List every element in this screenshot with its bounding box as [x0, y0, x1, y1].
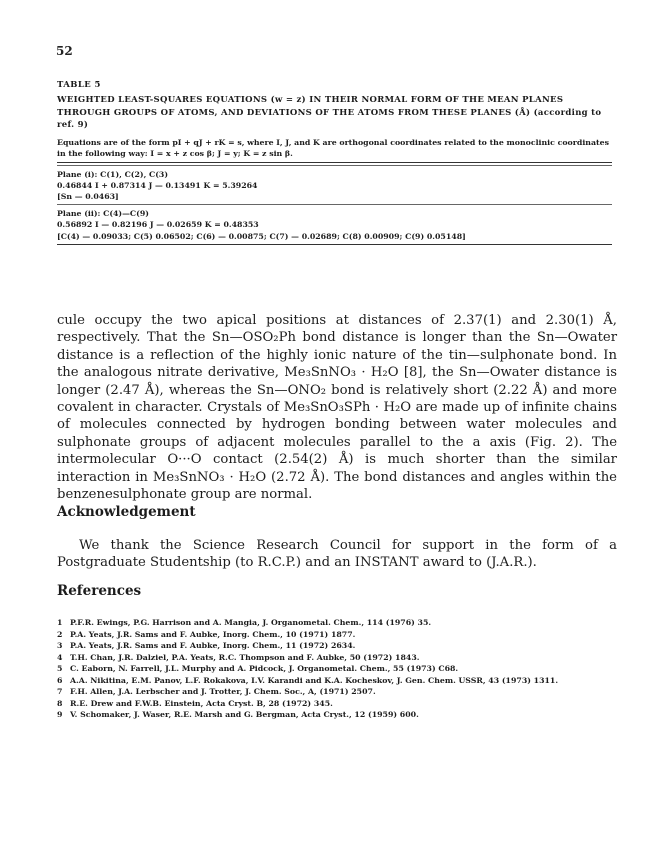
reference-text: T.H. Chan, J.R. Dalziel, P.A. Yeats, R.C. Thompson and F. Aubke, 50 (1972) 1843. — [70, 652, 420, 662]
table-bottom-rule — [57, 244, 612, 245]
reference-text: A.A. Nikitina, E.M. Panov, L.F. Rokakova, I.V. Karandi and K.A. Kocheskov, J. Gen. Chem. USSR, 43 (1973) 1311. — [70, 675, 559, 685]
reference-number: 8 — [57, 698, 63, 708]
reference-item — [57, 686, 627, 698]
reference-item — [57, 652, 627, 664]
reference-number: 2 — [57, 629, 63, 639]
plane-title: Plane (ii): C(4)—C(9) — [57, 209, 149, 219]
reference-item — [57, 698, 627, 710]
plane-ii — [57, 205, 612, 244]
reference-number: 9 — [57, 710, 63, 719]
table-label: TABLE 5 — [57, 80, 101, 90]
body-text — [57, 312, 617, 503]
reference-number: 3 — [57, 641, 63, 650]
reference-item — [57, 629, 627, 641]
plane-deviations: [Sn — 0.0463] — [57, 191, 119, 201]
page-number: 52 — [56, 44, 73, 58]
reference-number: 5 — [57, 664, 63, 673]
reference-text: V. Schomaker, J. Waser, R.E. Marsh and G. Bergman, Acta Cryst., 12 (1959) 600. — [70, 710, 419, 719]
reference-item — [57, 709, 627, 721]
plane-i — [57, 166, 612, 205]
plane-deviations: [C(4) — 0.09033; C(5) 0.06502; C(6) — 0.00875; C(7) — 0.02689; C(8) 0.00909; C(9) 0.05148] — [57, 231, 466, 241]
reference-number: 6 — [57, 675, 63, 685]
reference-list — [57, 617, 627, 721]
table-top-rule — [57, 162, 612, 163]
reference-item — [57, 617, 627, 629]
reference-item — [57, 663, 627, 675]
reference-text: P.A. Yeats, J.R. Sams and F. Aubke, Inorg. Chem., 10 (1971) 1877. — [70, 629, 356, 639]
plane-equation: 0.56892 I — 0.82196 J — 0.02659 K = 0.48353 — [57, 220, 259, 230]
reference-text: P.F.R. Ewings, P.G. Harrison and A. Mangia, J. Organometal. Chem., 114 (1976) 35. — [70, 618, 432, 627]
reference-number: 7 — [57, 687, 63, 696]
table-note: Equations are of the form pI + qJ + rK = s, where I, J, and K are orthogonal coordinates related to the monoclinic coordinates in the following way: I = x + z cos β; J = y; K = z sin β. — [57, 137, 609, 158]
references-heading: References — [57, 583, 142, 599]
reference-number: 1 — [57, 618, 63, 627]
reference-text: R.E. Drew and F.W.B. Einstein, Acta Cryst. B, 28 (1972) 345. — [70, 698, 333, 708]
reference-text: P.A. Yeats, J.R. Sams and F. Aubke, Inorg. Chem., 11 (1972) 2634. — [70, 641, 356, 650]
acknowledgement-text: We thank the Science Research Council for support in the form of a Postgraduate Studentship (to R.C.P.) and an INSTANT award to (J.A.R.). — [57, 538, 617, 571]
reference-text: F.H. Allen, J.A. Lerbscher and J. Trotter, J. Chem. Soc., A, (1971) 2507. — [70, 687, 376, 696]
reference-number: 4 — [57, 652, 63, 662]
body-paragraph: cule occupy the two apical positions at distances of 2.37(1) and 2.30(1) Å, respectively. That the Sn—OSO₂Ph bond distance is longer than the Sn—Owater distance is a reflection of the highly ionic nature of the tin—sulphonate bond. In the analogous nitrate derivative, Me₃SnNO₃ · H₂O [8], the Sn—Owater distance is longer (2.47 Å), whereas the Sn—ONO₂ bond is relatively short (2.22 Å) and more covalent in character. Crystals of Me₃SnO₃SPh · H₂O are made up of infinite chains of molecules connected by hydrogen bonding between water molecules and sulphonate groups of adjacent molecules parallel to the a axis (Fig. 2). The intermolecular O···O contact (2.54(2) Å) is much shorter than the similar interaction in Me₃SnNO₃ · H₂O (2.72 Å). The bond distances and angles within the benzenesulphonate group are normal. — [57, 313, 617, 503]
plane-equation: 0.46844 I + 0.87314 J — 0.13491 K = 5.39264 — [57, 180, 258, 190]
table-5 — [57, 80, 612, 245]
acknowledgement-heading: Acknowledgement — [57, 504, 196, 520]
plane-title: Plane (i): C(1), C(2), C(3) — [57, 169, 169, 179]
reference-text: C. Eaborn, N. Farrell, J.L. Murphy and A. Pidcock, J. Organometal. Chem., 55 (1973) C68. — [70, 664, 459, 673]
reference-item — [57, 675, 627, 687]
table-caption: WEIGHTED LEAST-SQUARES EQUATIONS (w = z) IN THEIR NORMAL FORM OF THE MEAN PLANES THROUGH GROUPS OF ATOMS, AND DEVIATIONS OF THE ATOMS FROM THESE PLANES (Å) (according to ref. 9) — [57, 95, 602, 130]
reference-item — [57, 640, 627, 652]
